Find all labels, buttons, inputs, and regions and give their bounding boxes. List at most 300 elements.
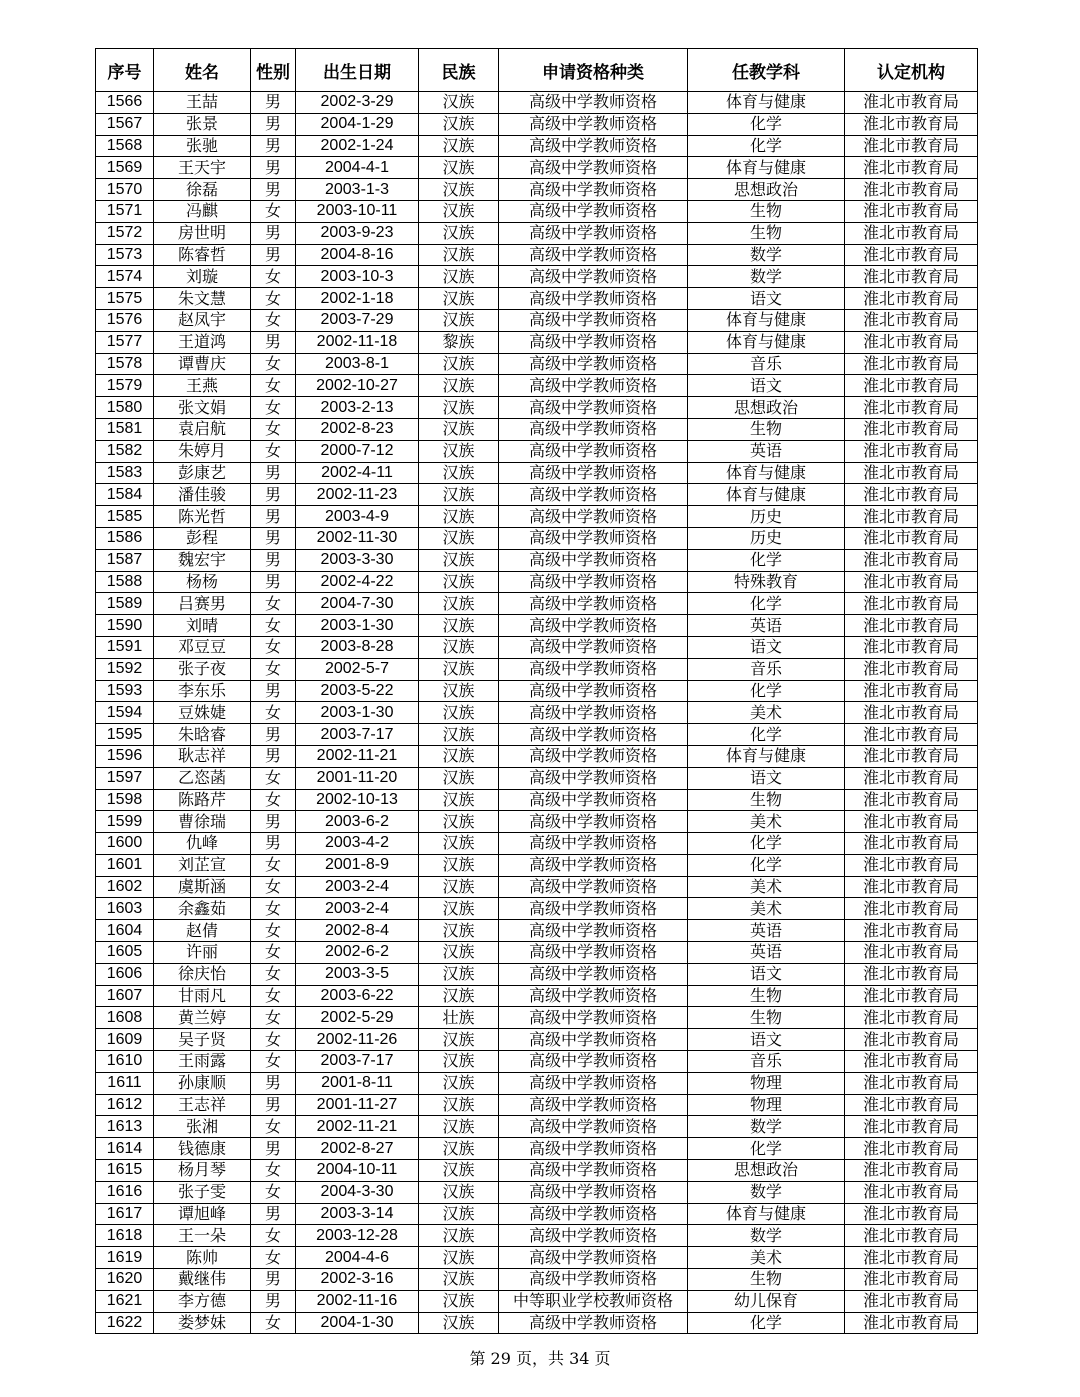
- cell-serial: 1567: [96, 113, 154, 135]
- cell-qualification-type: 高级中学教师资格: [499, 767, 688, 789]
- table-row: [96, 789, 978, 811]
- cell-birthdate: 2001-8-9: [296, 854, 419, 876]
- cell-authority: 淮北市教育局: [845, 244, 978, 266]
- cell-gender: 女: [251, 440, 296, 462]
- cell-name: 冯麒: [154, 200, 251, 222]
- cell-subject: 特殊教育: [688, 571, 845, 593]
- cell-gender: 女: [251, 1181, 296, 1203]
- cell-name: 甘雨凡: [154, 985, 251, 1007]
- cell-birthdate: 2002-11-16: [296, 1290, 419, 1312]
- cell-qualification-type: 高级中学教师资格: [499, 789, 688, 811]
- cell-name: 袁启航: [154, 418, 251, 440]
- cell-name: 陈路芹: [154, 789, 251, 811]
- cell-authority: 淮北市教育局: [845, 1247, 978, 1269]
- table-row: [96, 1290, 978, 1312]
- table-row: [96, 811, 978, 833]
- cell-subject: 化学: [688, 833, 845, 855]
- cell-birthdate: 2001-11-20: [296, 767, 419, 789]
- cell-ethnicity: 汉族: [419, 702, 499, 724]
- cell-authority: 淮北市教育局: [845, 1181, 978, 1203]
- cell-name: 王燕: [154, 375, 251, 397]
- cell-gender: 女: [251, 1160, 296, 1182]
- cell-name: 仇峰: [154, 833, 251, 855]
- cell-birthdate: 2003-7-17: [296, 724, 419, 746]
- cell-ethnicity: 汉族: [419, 1116, 499, 1138]
- cell-authority: 淮北市教育局: [845, 1116, 978, 1138]
- cell-ethnicity: 汉族: [419, 418, 499, 440]
- cell-serial: 1572: [96, 222, 154, 244]
- cell-subject: 生物: [688, 1007, 845, 1029]
- cell-gender: 女: [251, 942, 296, 964]
- cell-serial: 1571: [96, 200, 154, 222]
- table-row: [96, 571, 978, 593]
- cell-qualification-type: 高级中学教师资格: [499, 854, 688, 876]
- cell-birthdate: 2003-10-3: [296, 266, 419, 288]
- cell-serial: 1620: [96, 1269, 154, 1291]
- cell-name: 彭康艺: [154, 462, 251, 484]
- table-row: [96, 440, 978, 462]
- cell-subject: 音乐: [688, 1051, 845, 1073]
- cell-subject: 体育与健康: [688, 157, 845, 179]
- cell-birthdate: 2004-3-30: [296, 1181, 419, 1203]
- cell-serial: 1603: [96, 898, 154, 920]
- cell-ethnicity: 汉族: [419, 200, 499, 222]
- cell-authority: 淮北市教育局: [845, 200, 978, 222]
- cell-gender: 男: [251, 745, 296, 767]
- cell-serial: 1617: [96, 1203, 154, 1225]
- cell-serial: 1575: [96, 288, 154, 310]
- cell-subject: 化学: [688, 1138, 845, 1160]
- cell-serial: 1600: [96, 833, 154, 855]
- cell-qualification-type: 高级中学教师资格: [499, 549, 688, 571]
- cell-subject: 化学: [688, 1312, 845, 1334]
- cell-subject: 体育与健康: [688, 462, 845, 484]
- cell-ethnicity: 汉族: [419, 506, 499, 528]
- cell-gender: 男: [251, 222, 296, 244]
- cell-birthdate: 2002-4-11: [296, 462, 419, 484]
- cell-gender: 女: [251, 266, 296, 288]
- cell-qualification-type: 高级中学教师资格: [499, 506, 688, 528]
- cell-authority: 淮北市教育局: [845, 963, 978, 985]
- cell-birthdate: 2002-11-23: [296, 484, 419, 506]
- cell-gender: 女: [251, 353, 296, 375]
- cell-qualification-type: 高级中学教师资格: [499, 266, 688, 288]
- cell-subject: 化学: [688, 724, 845, 746]
- cell-subject: 美术: [688, 811, 845, 833]
- cell-serial: 1607: [96, 985, 154, 1007]
- cell-name: 魏宏宇: [154, 549, 251, 571]
- cell-qualification-type: 高级中学教师资格: [499, 593, 688, 615]
- cell-name: 张子夜: [154, 658, 251, 680]
- cell-birthdate: 2003-4-2: [296, 833, 419, 855]
- cell-qualification-type: 高级中学教师资格: [499, 898, 688, 920]
- cell-authority: 淮北市教育局: [845, 135, 978, 157]
- cell-authority: 淮北市教育局: [845, 811, 978, 833]
- cell-birthdate: 2003-2-4: [296, 898, 419, 920]
- table-row: [96, 418, 978, 440]
- cell-subject: 历史: [688, 527, 845, 549]
- cell-name: 王道鸿: [154, 331, 251, 353]
- cell-authority: 淮北市教育局: [845, 440, 978, 462]
- table-row: [96, 92, 978, 114]
- cell-subject: 体育与健康: [688, 1203, 845, 1225]
- cell-authority: 淮北市教育局: [845, 397, 978, 419]
- cell-gender: 男: [251, 1072, 296, 1094]
- cell-serial: 1594: [96, 702, 154, 724]
- cell-gender: 男: [251, 135, 296, 157]
- cell-name: 徐庆怡: [154, 963, 251, 985]
- cell-gender: 男: [251, 1094, 296, 1116]
- cell-subject: 音乐: [688, 658, 845, 680]
- cell-authority: 淮北市教育局: [845, 920, 978, 942]
- cell-gender: 女: [251, 1029, 296, 1051]
- cell-ethnicity: 壮族: [419, 1007, 499, 1029]
- cell-ethnicity: 汉族: [419, 288, 499, 310]
- cell-ethnicity: 汉族: [419, 636, 499, 658]
- cell-authority: 淮北市教育局: [845, 1094, 978, 1116]
- cell-serial: 1619: [96, 1247, 154, 1269]
- cell-subject: 语文: [688, 636, 845, 658]
- cell-name: 孙康顺: [154, 1072, 251, 1094]
- cell-subject: 数学: [688, 1116, 845, 1138]
- table-row: [96, 135, 978, 157]
- cell-subject: 体育与健康: [688, 331, 845, 353]
- header-birthdate: 出生日期: [296, 49, 419, 92]
- cell-name: 王喆: [154, 92, 251, 114]
- cell-qualification-type: 高级中学教师资格: [499, 397, 688, 419]
- cell-authority: 淮北市教育局: [845, 702, 978, 724]
- cell-serial: 1593: [96, 680, 154, 702]
- cell-serial: 1610: [96, 1051, 154, 1073]
- cell-authority: 淮北市教育局: [845, 1007, 978, 1029]
- cell-ethnicity: 汉族: [419, 222, 499, 244]
- cell-ethnicity: 汉族: [419, 811, 499, 833]
- cell-name: 耿志祥: [154, 745, 251, 767]
- cell-name: 杨杨: [154, 571, 251, 593]
- cell-ethnicity: 汉族: [419, 920, 499, 942]
- cell-gender: 男: [251, 484, 296, 506]
- cell-gender: 女: [251, 963, 296, 985]
- cell-gender: 女: [251, 288, 296, 310]
- cell-subject: 幼儿保育: [688, 1290, 845, 1312]
- table-row: [96, 1181, 978, 1203]
- header-serial: 序号: [96, 49, 154, 92]
- cell-qualification-type: 高级中学教师资格: [499, 1007, 688, 1029]
- cell-authority: 淮北市教育局: [845, 745, 978, 767]
- cell-serial: 1573: [96, 244, 154, 266]
- table-row: [96, 724, 978, 746]
- cell-subject: 生物: [688, 1269, 845, 1291]
- cell-gender: 女: [251, 593, 296, 615]
- table-row: [96, 462, 978, 484]
- cell-ethnicity: 汉族: [419, 1072, 499, 1094]
- cell-qualification-type: 高级中学教师资格: [499, 702, 688, 724]
- cell-qualification-type: 高级中学教师资格: [499, 1312, 688, 1334]
- table-row: [96, 658, 978, 680]
- cell-ethnicity: 汉族: [419, 833, 499, 855]
- cell-birthdate: 2003-6-2: [296, 811, 419, 833]
- cell-gender: 女: [251, 920, 296, 942]
- cell-qualification-type: 高级中学教师资格: [499, 157, 688, 179]
- table-row: [96, 1269, 978, 1291]
- table-row: [96, 702, 978, 724]
- cell-ethnicity: 汉族: [419, 113, 499, 135]
- cell-ethnicity: 汉族: [419, 789, 499, 811]
- cell-gender: 女: [251, 767, 296, 789]
- cell-ethnicity: 汉族: [419, 375, 499, 397]
- cell-ethnicity: 汉族: [419, 615, 499, 637]
- cell-subject: 化学: [688, 680, 845, 702]
- cell-gender: 男: [251, 724, 296, 746]
- cell-authority: 淮北市教育局: [845, 353, 978, 375]
- cell-ethnicity: 汉族: [419, 462, 499, 484]
- cell-subject: 美术: [688, 898, 845, 920]
- cell-subject: 数学: [688, 1225, 845, 1247]
- table-row: [96, 266, 978, 288]
- cell-qualification-type: 高级中学教师资格: [499, 135, 688, 157]
- cell-ethnicity: 汉族: [419, 309, 499, 331]
- cell-name: 曹徐瑞: [154, 811, 251, 833]
- cell-serial: 1566: [96, 92, 154, 114]
- table-row: [96, 353, 978, 375]
- cell-name: 王天宇: [154, 157, 251, 179]
- cell-name: 张子雯: [154, 1181, 251, 1203]
- cell-gender: 男: [251, 680, 296, 702]
- cell-name: 王一朵: [154, 1225, 251, 1247]
- cell-serial: 1618: [96, 1225, 154, 1247]
- cell-serial: 1605: [96, 942, 154, 964]
- teacher-qualification-table: [95, 48, 978, 1334]
- cell-qualification-type: 高级中学教师资格: [499, 636, 688, 658]
- cell-authority: 淮北市教育局: [845, 222, 978, 244]
- cell-birthdate: 2002-11-21: [296, 745, 419, 767]
- cell-gender: 男: [251, 179, 296, 201]
- table-row: [96, 1138, 978, 1160]
- table-row: [96, 309, 978, 331]
- cell-authority: 淮北市教育局: [845, 527, 978, 549]
- cell-serial: 1611: [96, 1072, 154, 1094]
- cell-birthdate: 2002-5-29: [296, 1007, 419, 1029]
- cell-ethnicity: 汉族: [419, 179, 499, 201]
- cell-birthdate: 2002-3-16: [296, 1269, 419, 1291]
- cell-gender: 男: [251, 92, 296, 114]
- cell-birthdate: 2003-1-30: [296, 615, 419, 637]
- cell-name: 朱文慧: [154, 288, 251, 310]
- cell-serial: 1586: [96, 527, 154, 549]
- cell-name: 李东乐: [154, 680, 251, 702]
- cell-gender: 男: [251, 1290, 296, 1312]
- cell-name: 彭程: [154, 527, 251, 549]
- cell-subject: 体育与健康: [688, 309, 845, 331]
- cell-serial: 1622: [96, 1312, 154, 1334]
- cell-ethnicity: 汉族: [419, 157, 499, 179]
- table-row: [96, 1203, 978, 1225]
- cell-name: 赵倩: [154, 920, 251, 942]
- cell-subject: 化学: [688, 593, 845, 615]
- cell-qualification-type: 高级中学教师资格: [499, 942, 688, 964]
- cell-ethnicity: 汉族: [419, 135, 499, 157]
- cell-serial: 1615: [96, 1160, 154, 1182]
- cell-birthdate: 2003-7-29: [296, 309, 419, 331]
- cell-qualification-type: 高级中学教师资格: [499, 571, 688, 593]
- cell-birthdate: 2004-7-30: [296, 593, 419, 615]
- cell-ethnicity: 汉族: [419, 244, 499, 266]
- cell-serial: 1592: [96, 658, 154, 680]
- cell-authority: 淮北市教育局: [845, 484, 978, 506]
- cell-qualification-type: 高级中学教师资格: [499, 963, 688, 985]
- header-authority: 认定机构: [845, 49, 978, 92]
- cell-birthdate: 2003-2-4: [296, 876, 419, 898]
- cell-ethnicity: 汉族: [419, 876, 499, 898]
- cell-qualification-type: 高级中学教师资格: [499, 745, 688, 767]
- cell-serial: 1614: [96, 1138, 154, 1160]
- cell-birthdate: 2003-3-30: [296, 549, 419, 571]
- cell-birthdate: 2002-1-18: [296, 288, 419, 310]
- table-row: [96, 222, 978, 244]
- cell-serial: 1609: [96, 1029, 154, 1051]
- cell-serial: 1589: [96, 593, 154, 615]
- cell-name: 潘佳骏: [154, 484, 251, 506]
- cell-authority: 淮北市教育局: [845, 1269, 978, 1291]
- cell-qualification-type: 高级中学教师资格: [499, 833, 688, 855]
- cell-gender: 女: [251, 309, 296, 331]
- cell-ethnicity: 汉族: [419, 527, 499, 549]
- cell-qualification-type: 高级中学教师资格: [499, 876, 688, 898]
- cell-authority: 淮北市教育局: [845, 288, 978, 310]
- cell-birthdate: 2002-8-27: [296, 1138, 419, 1160]
- cell-authority: 淮北市教育局: [845, 549, 978, 571]
- table-row: [96, 506, 978, 528]
- cell-name: 陈帅: [154, 1247, 251, 1269]
- cell-subject: 语文: [688, 1029, 845, 1051]
- cell-birthdate: 2003-4-9: [296, 506, 419, 528]
- table-row: [96, 244, 978, 266]
- cell-gender: 男: [251, 833, 296, 855]
- cell-qualification-type: 高级中学教师资格: [499, 244, 688, 266]
- cell-serial: 1584: [96, 484, 154, 506]
- table-row: [96, 898, 978, 920]
- cell-authority: 淮北市教育局: [845, 506, 978, 528]
- cell-ethnicity: 汉族: [419, 1312, 499, 1334]
- cell-qualification-type: 高级中学教师资格: [499, 1269, 688, 1291]
- cell-name: 李方德: [154, 1290, 251, 1312]
- table-header-row: [96, 49, 978, 92]
- table-row: [96, 963, 978, 985]
- cell-serial: 1570: [96, 179, 154, 201]
- cell-authority: 淮北市教育局: [845, 1203, 978, 1225]
- cell-authority: 淮北市教育局: [845, 833, 978, 855]
- cell-serial: 1621: [96, 1290, 154, 1312]
- cell-qualification-type: 高级中学教师资格: [499, 920, 688, 942]
- cell-ethnicity: 汉族: [419, 680, 499, 702]
- table-row: [96, 549, 978, 571]
- cell-gender: 女: [251, 1116, 296, 1138]
- cell-authority: 淮北市教育局: [845, 767, 978, 789]
- cell-authority: 淮北市教育局: [845, 331, 978, 353]
- cell-qualification-type: 高级中学教师资格: [499, 1160, 688, 1182]
- cell-authority: 淮北市教育局: [845, 113, 978, 135]
- cell-serial: 1598: [96, 789, 154, 811]
- cell-subject: 美术: [688, 702, 845, 724]
- cell-birthdate: 2003-8-28: [296, 636, 419, 658]
- cell-subject: 思想政治: [688, 1160, 845, 1182]
- cell-qualification-type: 高级中学教师资格: [499, 1247, 688, 1269]
- table-row: [96, 636, 978, 658]
- cell-ethnicity: 汉族: [419, 1203, 499, 1225]
- cell-subject: 语文: [688, 288, 845, 310]
- cell-subject: 生物: [688, 200, 845, 222]
- cell-serial: 1601: [96, 854, 154, 876]
- cell-name: 许丽: [154, 942, 251, 964]
- cell-serial: 1604: [96, 920, 154, 942]
- cell-qualification-type: 高级中学教师资格: [499, 1072, 688, 1094]
- cell-name: 黄兰婷: [154, 1007, 251, 1029]
- table-row: [96, 1312, 978, 1334]
- cell-birthdate: 2003-8-1: [296, 353, 419, 375]
- cell-subject: 历史: [688, 506, 845, 528]
- cell-qualification-type: 高级中学教师资格: [499, 179, 688, 201]
- header-gender: 性别: [251, 49, 296, 92]
- cell-authority: 淮北市教育局: [845, 615, 978, 637]
- cell-ethnicity: 汉族: [419, 767, 499, 789]
- table-row: [96, 375, 978, 397]
- cell-authority: 淮北市教育局: [845, 462, 978, 484]
- cell-gender: 女: [251, 876, 296, 898]
- cell-birthdate: 2003-7-17: [296, 1051, 419, 1073]
- cell-name: 陈光哲: [154, 506, 251, 528]
- cell-name: 豆姝婕: [154, 702, 251, 724]
- cell-name: 戴继伟: [154, 1269, 251, 1291]
- cell-gender: 女: [251, 615, 296, 637]
- cell-serial: 1581: [96, 418, 154, 440]
- cell-subject: 语文: [688, 963, 845, 985]
- cell-authority: 淮北市教育局: [845, 1051, 978, 1073]
- cell-authority: 淮北市教育局: [845, 1138, 978, 1160]
- cell-gender: 男: [251, 811, 296, 833]
- cell-serial: 1612: [96, 1094, 154, 1116]
- header-name: 姓名: [154, 49, 251, 92]
- cell-ethnicity: 汉族: [419, 92, 499, 114]
- cell-birthdate: 2003-12-28: [296, 1225, 419, 1247]
- cell-serial: 1608: [96, 1007, 154, 1029]
- cell-birthdate: 2002-8-4: [296, 920, 419, 942]
- cell-subject: 数学: [688, 266, 845, 288]
- cell-subject: 物理: [688, 1094, 845, 1116]
- cell-serial: 1585: [96, 506, 154, 528]
- cell-subject: 物理: [688, 1072, 845, 1094]
- table-row: [96, 833, 978, 855]
- cell-gender: 男: [251, 113, 296, 135]
- cell-subject: 体育与健康: [688, 745, 845, 767]
- cell-qualification-type: 高级中学教师资格: [499, 615, 688, 637]
- cell-qualification-type: 高级中学教师资格: [499, 724, 688, 746]
- table-row: [96, 593, 978, 615]
- table-row: [96, 1247, 978, 1269]
- cell-serial: 1579: [96, 375, 154, 397]
- cell-subject: 化学: [688, 854, 845, 876]
- header-ethnicity: 民族: [419, 49, 499, 92]
- table-row: [96, 1029, 978, 1051]
- cell-birthdate: 2004-1-30: [296, 1312, 419, 1334]
- header-qualification-type: 申请资格种类: [499, 49, 688, 92]
- cell-gender: 女: [251, 1007, 296, 1029]
- cell-gender: 女: [251, 397, 296, 419]
- cell-qualification-type: 高级中学教师资格: [499, 222, 688, 244]
- cell-birthdate: 2003-6-22: [296, 985, 419, 1007]
- cell-birthdate: 2003-1-30: [296, 702, 419, 724]
- cell-serial: 1596: [96, 745, 154, 767]
- cell-name: 房世明: [154, 222, 251, 244]
